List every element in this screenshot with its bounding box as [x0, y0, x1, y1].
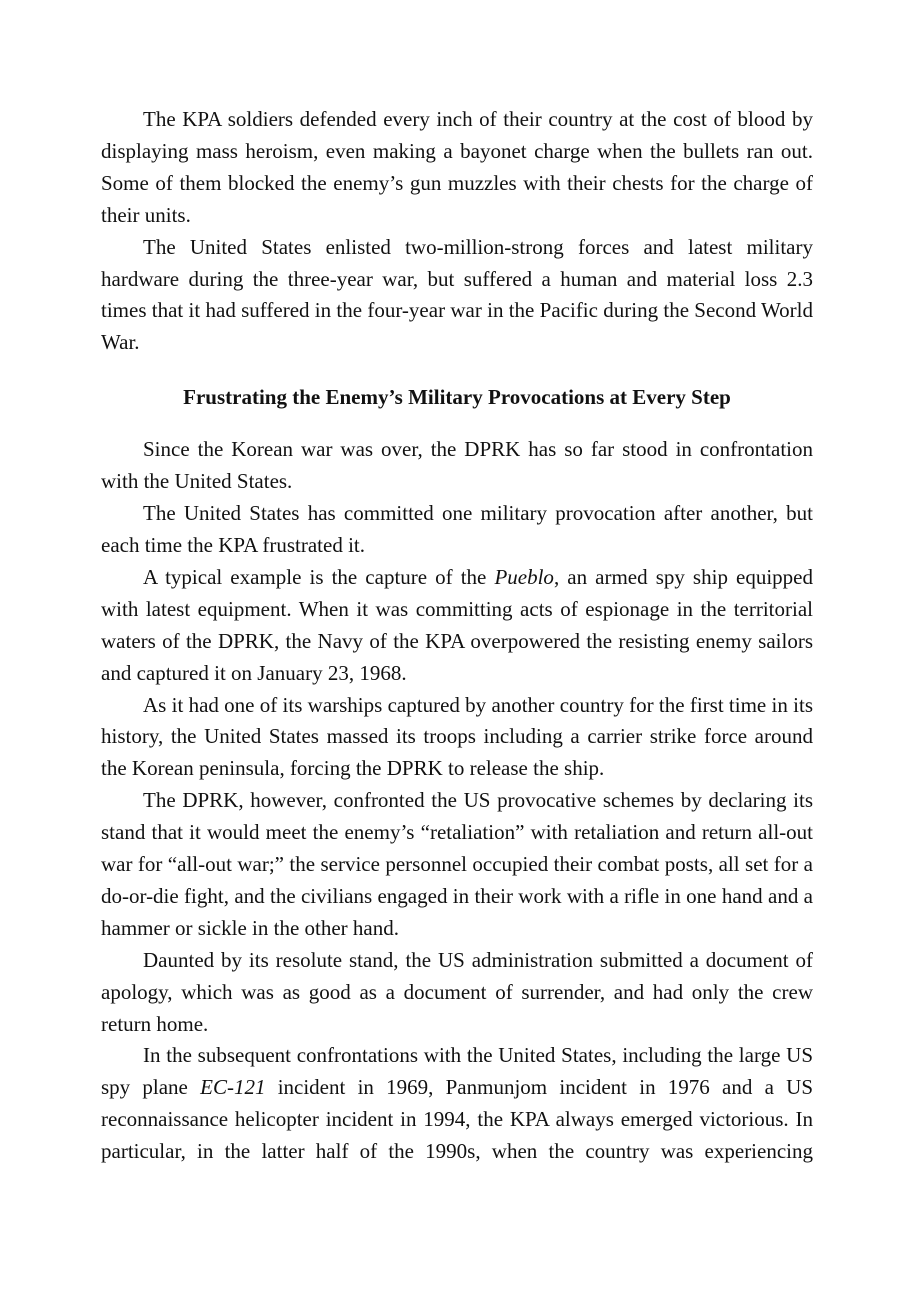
pueblo-text-before: A typical example is the capture of the [143, 564, 495, 589]
incidents-text-after: incident in 1969, Panmunjom incident in 1976 and a US reconnaissance helicopter incident in 1994, the KPA always emerged victorious. In particular, in the latter half of the 1990s, when the country was experiencing [101, 1075, 813, 1164]
document-page [101, 104, 813, 1168]
ship-name-pueblo: Pueblo [494, 564, 554, 589]
paragraph-dprk-stand: The DPRK, however, confronted the US provocative schemes by declaring its stand that it would meet the enemy’s “retaliation” with retaliation and return all-out war for “all-out war;” the service personnel occupied their combat posts, all set for a do-or-die fight, and the civilians engaged in their work with a rifle in one hand and a hammer or sickle in the other hand. [101, 788, 813, 940]
paragraph-confrontation: Since the Korean war was over, the DPRK has so far stood in confrontation with the United States. [101, 437, 813, 494]
incidents-text-before: In the subsequent confrontations with the United States, including the large US spy plane [101, 1043, 813, 1100]
paragraph-provocations: The United States has committed one military provocation after another, but each time the KPA frustrated it. [101, 501, 813, 557]
pueblo-text-after: , an armed spy ship equipped with latest equipment. When it was committing acts of espionage in the territorial waters of the DPRK, the Navy of the KPA overpowered the resisting enemy sailors and captured it on January 23, 1968. [101, 564, 813, 685]
paragraph-apology: Daunted by its resolute stand, the US administration submitted a document of apology, which was as good as a document of surrender, and had only the crew return home. [101, 947, 813, 1036]
paragraph-kpa-soldiers: The KPA soldiers defended every inch of their country at the cost of blood by displaying mass heroism, even making a bayonet charge when the bullets ran out. Some of them blocked the enemy’s gun muzzles with their chests for the charge of their units. [101, 107, 813, 227]
aircraft-name-ec121: EC-121 [200, 1075, 266, 1100]
paragraph-subsequent-confrontations [101, 1040, 813, 1168]
paragraph-us-troops-massed: As it had one of its warships captured by another country for the first time in its history, the United States massed its troops including a carrier strike force around the Korean peninsula, forcing the DPRK to release the ship. [101, 692, 813, 781]
section-heading: Frustrating the Enemy’s Military Provocations at Every Step [183, 385, 731, 410]
paragraph-pueblo-capture [101, 562, 813, 690]
paragraph-us-losses: The United States enlisted two-million-strong forces and latest military hardware during the three-year war, but suffered a human and material loss 2.3 times that it had suffered in the four-year war in the Pacific during the Second World War. [101, 234, 813, 355]
